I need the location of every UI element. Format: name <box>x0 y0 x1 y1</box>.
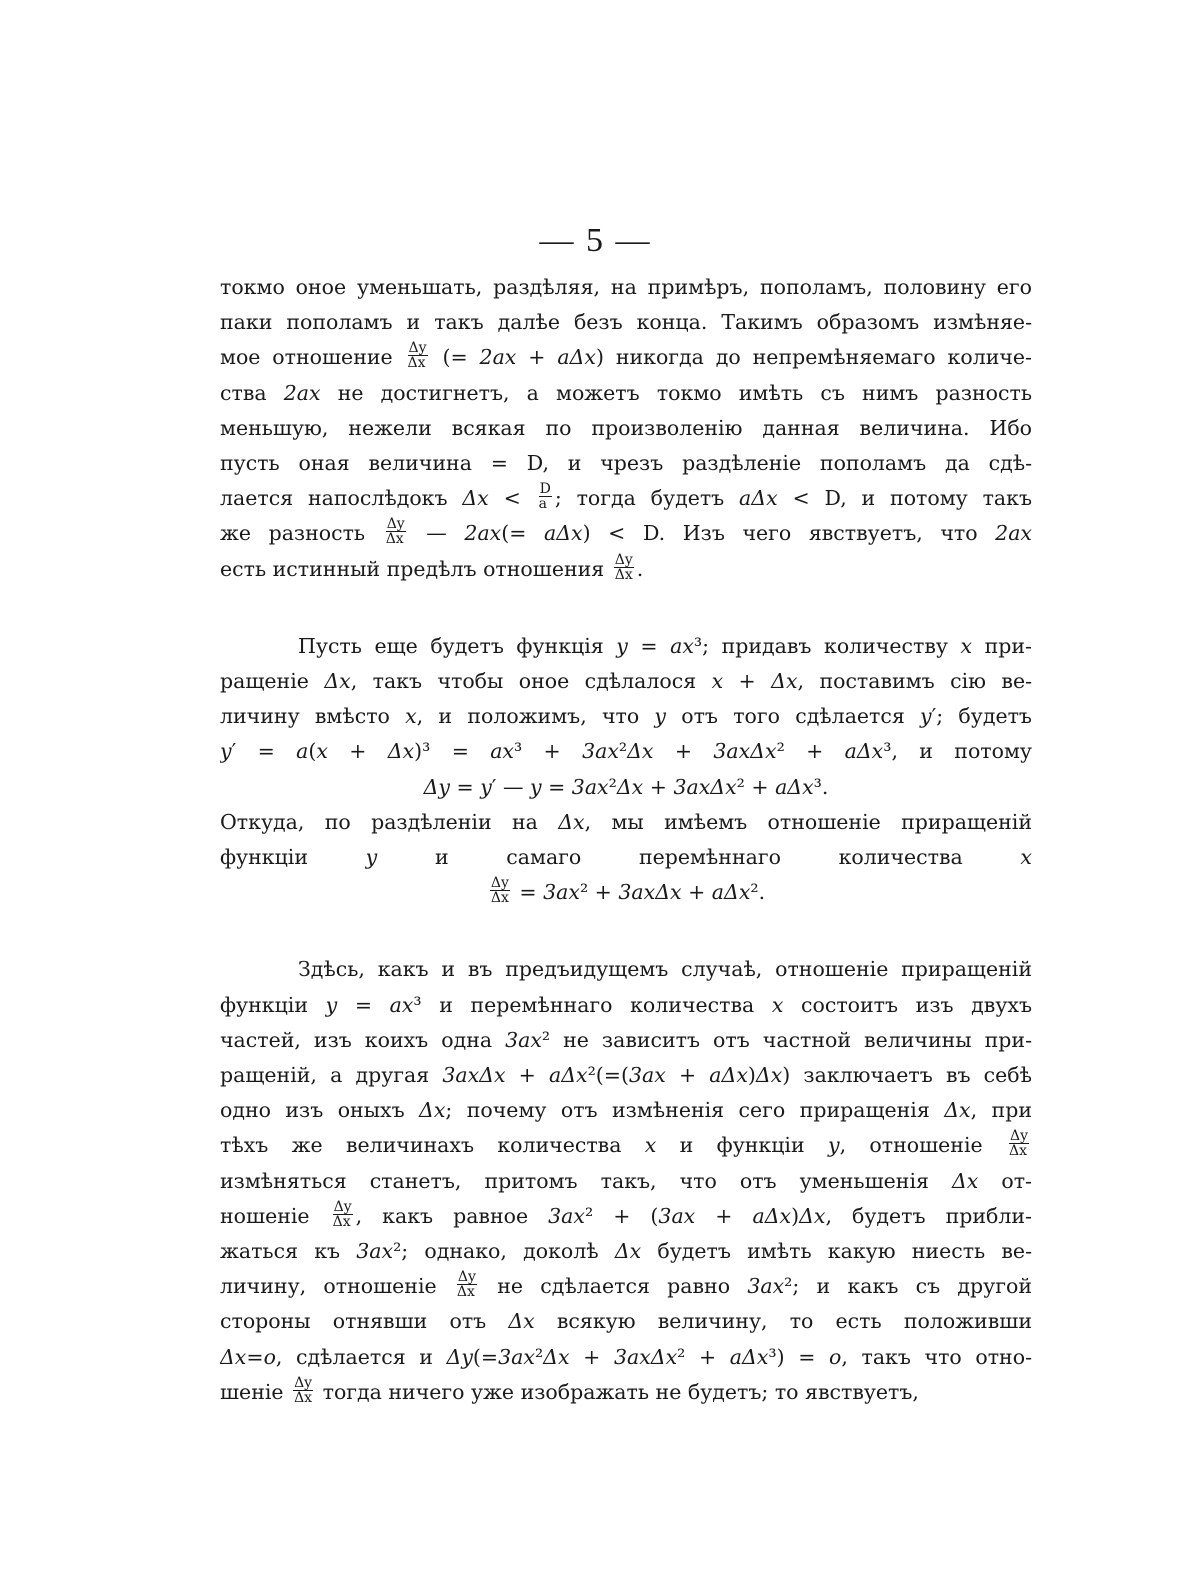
text-line: частей, изъ коихъ одна 3ax² не зависитъ отъ частной величины при- <box>220 1027 1032 1052</box>
text-line: меньшую, нежели всякая по произволенію данная величина. Ибо <box>220 415 1032 440</box>
text-line: паки пополамъ и такъ далѣе безъ конца. Такимъ образомъ измѣняе- <box>220 310 1032 335</box>
page-number: — 5 — <box>539 222 652 259</box>
fraction: $\frac{\Delta y}{\Delta x}$ <box>385 516 405 548</box>
text-line: $\frac{\Delta y}{\Delta x}$ = 3ax² + 3axΔx + aΔx². <box>490 875 766 907</box>
text-line: есть истинный предѣлъ отношения $\frac{\Delta y}{\Delta x}$ . <box>220 551 644 583</box>
paragraph-gap <box>220 910 1032 952</box>
text-line: лается напослѣдокъ Δx < $\frac{D}{a}$ ; тогда будетъ aΔx < D, и потому такъ <box>220 481 1032 513</box>
text-line: пусть оная величина = D, и чрезъ раздѣленіе пополамъ да сдѣ- <box>220 451 1032 476</box>
text-line: ращеній, а другая 3axΔx + aΔx²(=(3ax + aΔx)Δx) заключаетъ въ себѣ <box>220 1063 1032 1088</box>
paragraph-gap <box>220 587 1032 629</box>
fraction: $\frac{\Delta y}{\Delta x}$ <box>490 875 509 907</box>
text-line: одно изъ оныхъ Δx; почему отъ измѣненія сего приращенія Δx, при <box>220 1098 1032 1123</box>
text-line: шеніе $\frac{\Delta y}{\Delta x}$ тогда ничего уже изображать не будетъ; то явствуетъ, <box>220 1374 919 1406</box>
text-line: мое отношение $\frac{\Delta y}{\Delta x}$ (= 2ax + aΔx) никогда до непремѣняемаго количе- <box>220 340 1032 372</box>
text-line: личину, отношеніе $\frac{\Delta y}{\Delta x}$ не сдѣлается равно 3ax²; и какъ съ другой <box>220 1269 1032 1301</box>
fraction: $\frac{\Delta y}{\Delta x}$ <box>332 1198 352 1230</box>
text-line: ношеніе $\frac{\Delta y}{\Delta x}$ , какъ равное 3ax² + (3ax + aΔx)Δx, будетъ прибли- <box>220 1198 1032 1230</box>
text-line: ства 2ax не достигнетъ, а можетъ токмо имѣть съ нимъ разность <box>220 380 1032 405</box>
fraction: $\frac{\Delta y}{\Delta x}$ <box>456 1269 476 1301</box>
text-line: тѣхъ же величинахъ количества x и функціи y, отношеніе $\frac{\Delta y}{\Delta x}$ <box>220 1128 1029 1160</box>
body-text <box>220 270 1032 1410</box>
text-line: Пусть еще будетъ функція y = ax³; придавъ количеству x при- <box>298 633 1032 658</box>
text-line: жаться къ 3ax²; однако, доколѣ Δx будетъ имѣть какую ниесть ве- <box>220 1239 1032 1264</box>
fraction: $\frac{\Delta y}{\Delta x}$ <box>614 551 633 583</box>
text-line: ращеніе Δx, такъ чтобы оное сдѣлалося x + Δx, поставимъ сію ве- <box>220 669 1032 694</box>
text-line: Δy = y′ — y = 3ax²Δx + 3axΔx² + aΔx³. <box>423 774 829 799</box>
fraction: $\frac{\Delta y}{\Delta x}$ <box>1008 1128 1029 1160</box>
text-line: y′ = a(x + Δx)³ = ax³ + 3ax²Δx + 3axΔx² + aΔx³, и потому <box>220 739 1032 764</box>
text-line: же разность $\frac{\Delta y}{\Delta x}$ — 2ax(= aΔx) < D. Изъ чего явствуетъ, что 2ax <box>220 516 1032 548</box>
text-line: личину вмѣсто x, и положимъ, что y отъ того сдѣлается y′; будетъ <box>220 704 1032 729</box>
text-line: Δx=o, сдѣлается и Δy(=3ax²Δx + 3axΔx² + aΔx³) = o, такъ что отно- <box>220 1344 1032 1369</box>
text-line: стороны отнявши отъ Δx всякую величину, то есть положивши <box>220 1309 1032 1334</box>
text-line: Откуда, по раздѣленіи на Δx, мы имѣемъ отношеніе приращеній <box>220 809 1032 834</box>
text-line: измѣняться станетъ, притомъ такъ, что отъ уменьшенія Δx от- <box>220 1168 1032 1193</box>
text-line: функціи y = ax³ и перемѣннаго количества x состоитъ изъ двухъ <box>220 992 1032 1017</box>
fraction: $\frac{\Delta y}{\Delta x}$ <box>294 1374 313 1406</box>
text-line: функціи y и самаго перемѣннаго количества x <box>220 845 1032 870</box>
text-line: токмо оное уменьшать, раздѣляя, на примѣръ, пополамъ, половину его <box>220 275 1032 299</box>
text-line: Здѣсь, какъ и въ предъидущемъ случаѣ, отношеніе приращеній <box>298 957 1032 982</box>
fraction: $\frac{D}{a}$ <box>538 481 551 513</box>
fraction: $\frac{\Delta y}{\Delta x}$ <box>407 340 427 372</box>
